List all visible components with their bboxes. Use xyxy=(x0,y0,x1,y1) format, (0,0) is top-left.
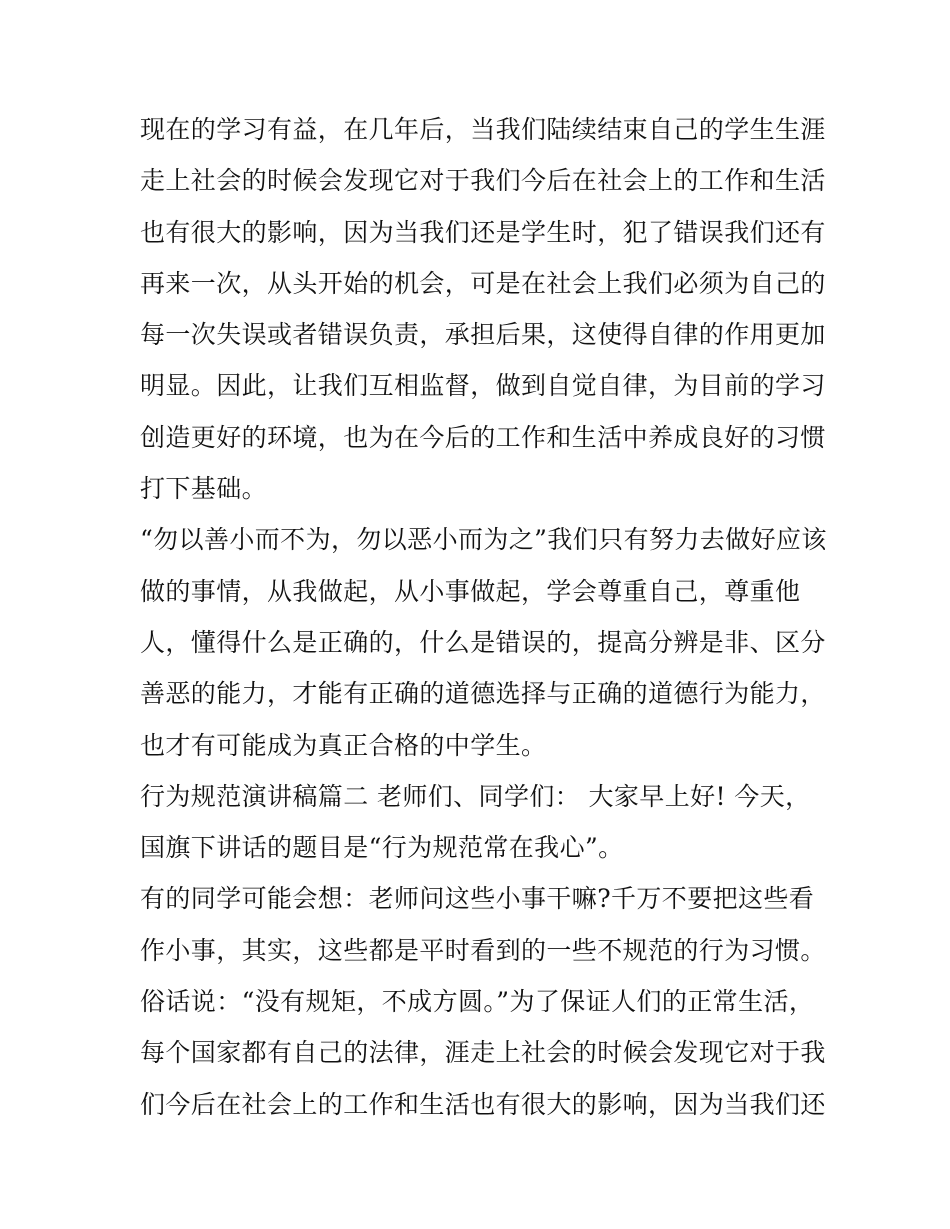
text-line: 创造更好的环境，也为在今后的工作和生活中养成良好的习惯 xyxy=(140,422,826,452)
text-line: 走上社会的时候会发现它对于我们今后在社会上的工作和生活 xyxy=(140,166,826,196)
text-line: 作小事，其实，这些都是平时看到的一些不规范的行为习惯。 xyxy=(140,935,826,965)
text-line: 每一次失误或者错误负责，承担后果，这使得自律的作用更加 xyxy=(140,320,826,350)
text-line: 俗话说：“没有规矩，不成方圆。”为了保证人们的正常生活， xyxy=(140,987,815,1017)
body-text xyxy=(140,108,830,1134)
text-line: 再来一次，从头开始的机会，可是在社会上我们必须为自己的 xyxy=(140,268,826,298)
text-line: 也有很大的影响，因为当我们还是学生时，犯了错误我们还有 xyxy=(140,217,826,247)
text-line: 现在的学习有益，在几年后，当我们陆续结束自己的学生生涯 xyxy=(140,115,826,144)
text-line: 行为规范演讲稿篇二 老师们、同学们： 大家早上好! 今天， xyxy=(140,781,811,811)
text-line: 们今后在社会上的工作和生活也有很大的影响，因为当我们还 xyxy=(140,1089,826,1119)
text-line: 明显。因此，让我们互相监督，做到自觉自律，为目前的学习 xyxy=(140,371,826,401)
text-line: 人，懂得什么是正确的，什么是错误的，提高分辨是非、区分 xyxy=(140,627,826,657)
text-line: 每个国家都有自己的法律，涯走上社会的时候会发现它对于我 xyxy=(140,1038,826,1068)
text-line: 善恶的能力，才能有正确的道德选择与正确的道德行为能力， xyxy=(140,679,826,709)
text-line: 打下基础。 xyxy=(140,474,268,504)
text-line: 也才有可能成为真正合格的中学生。 xyxy=(140,730,547,760)
text-line: 国旗下讲话的题目是“行为规范常在我心”。 xyxy=(140,833,624,863)
text-line: 做的事情，从我做起，从小事做起，学会尊重自己，尊重他 xyxy=(140,576,801,606)
text-line: 有的同学可能会想：老师问这些小事干嘛?千万不要把这些看 xyxy=(140,884,815,914)
text-line: “勿以善小而不为，勿以恶小而为之”我们只有努力去做好应该 xyxy=(140,525,827,555)
